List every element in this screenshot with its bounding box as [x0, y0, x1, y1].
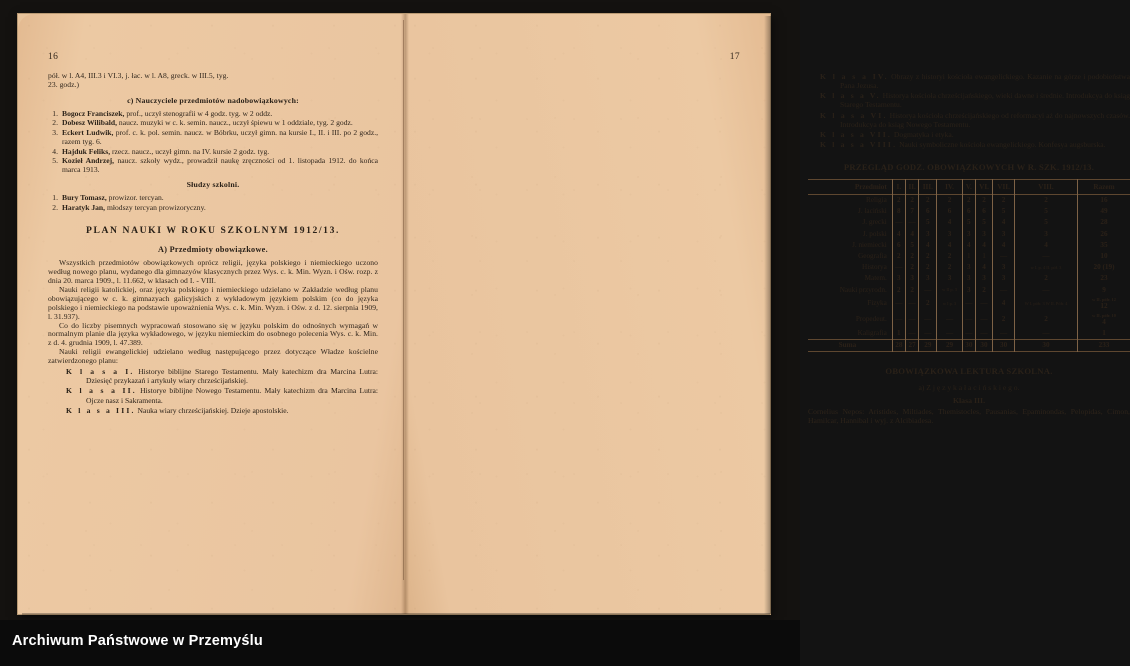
klasa-text: Nauki symboliczne kościoła ewangelickiego. Konfesya augsburska.: [899, 140, 1106, 150]
list-number: 3.: [52, 128, 58, 137]
cell: 8: [892, 206, 905, 217]
cell: 5: [975, 217, 992, 228]
folio-right: 17: [729, 52, 740, 62]
cell-total: 233: [1078, 339, 1130, 351]
open-book: [18, 14, 1130, 614]
cell: —: [892, 217, 905, 228]
cell: —: [892, 311, 905, 327]
cell: 5: [993, 206, 1015, 217]
teacher-detail: prof. c. k. pol. semin. naucz. w Bóbrku, uczył gimn. na kursie I., II. i III. po 2 godz., razem tyg. 6.: [62, 128, 378, 147]
teachers-list: [48, 109, 378, 175]
cell: 4: [993, 217, 1015, 228]
paper-grain-right: [404, 14, 770, 614]
cell-total: 4: [1102, 317, 1106, 326]
cell: —: [962, 311, 975, 327]
table-summary-row: [808, 339, 1130, 351]
cell: —: [1015, 250, 1078, 261]
row-label: J. polski: [808, 228, 892, 239]
cell: 4: [892, 228, 905, 239]
klasa-label: K l a s a VI.: [820, 110, 888, 120]
cell: 3: [962, 284, 975, 295]
cell-total: 35: [1078, 239, 1130, 250]
col-total: Razem: [1078, 179, 1130, 194]
klasa-entry: [66, 406, 378, 415]
cell: —: [1015, 284, 1078, 295]
table-row: [808, 228, 1130, 239]
paragraph-1: Wszystkich przedmiotów obowiązkowych oprócz religii, języka polskiego i niemieckiego uczono według nowego planu, wydanego dla gimnazyów klasycznych przez Wys. c. k. Min. Wyzn. i Ośw. rozp. z dnia 20. marca 1909., l. 11.662, w klasach od I. - VIII.: [48, 258, 378, 285]
list-item: [48, 128, 378, 146]
klasa-label: K l a s a IV.: [820, 72, 889, 81]
cell: 2: [905, 284, 918, 295]
cell: 29: [919, 339, 937, 351]
paragraph-4: Nauki religii ewangelickiej udzielano według następującego przez dotyczące Władze kościelne zatwierdzonego planu:: [48, 347, 378, 366]
cell: 4: [993, 239, 1015, 250]
cell: 2: [1015, 311, 1078, 327]
cell-total: 12: [1100, 301, 1108, 310]
table-header-row: [808, 179, 1130, 194]
cell: 4: [905, 228, 918, 239]
cell: 2: [1015, 194, 1078, 206]
col-6: VI.: [975, 179, 992, 194]
cell: 2: [919, 250, 937, 261]
klasa-text: Historye biblijne Nowego Testamentu. Mały katechizm dra Marcina Lutra: Ojcze nasz i Sakramenta.: [86, 386, 378, 405]
table-row: [808, 284, 1130, 295]
klasa-label: K l a s a VIII.: [820, 140, 898, 150]
row-label: Geografia: [808, 250, 892, 261]
cell: 3: [962, 228, 975, 239]
row-label: Fizyka: [808, 295, 892, 311]
cell: 2: [892, 284, 905, 295]
hours-overview-table: [808, 179, 1130, 352]
klasa-entry: [66, 367, 378, 385]
cell-total: 9: [1078, 284, 1130, 295]
teacher-detail: naucz. szkoły wydz., prowadził naukę zręczności od 1. listopada 1912. do końca marca 1913.: [62, 156, 379, 175]
section-c-heading: c) Nauczyciele przedmiotów nadobowiązkowych:: [127, 95, 299, 105]
reading-text: Cornelius Nepos: Aristides, Miltiades, Themistocles, Pausanias, Epaminondas, Pelopidas, Cimon, Hamilcar, Hannibal i wyj. z Alcibiadesa.: [808, 406, 1130, 425]
paragraph-3: Co do liczby pisemnych wypracowań stosowano się w języku polskim do odnośnych wymagań w normalnym planie dla języka wykładowego, w języku niemieckim do osobnego polecenia Wys. c. k. Min. z d. 4. grudnia 1909, l. 47.389.: [48, 320, 378, 348]
cell: 4: [1015, 239, 1078, 250]
cell: 2: [937, 250, 962, 261]
cell: 3: [993, 273, 1015, 284]
teacher-detail: rzecz. naucz., uczył gimn. na IV. kursie 2 godz. tyg.: [112, 146, 270, 156]
page-edge-shadow: [764, 16, 771, 614]
cell: 2: [975, 194, 992, 206]
teacher-name: Dobesz Wilibald,: [62, 118, 117, 128]
cell: 4: [975, 239, 992, 250]
cell: 3: [919, 273, 937, 284]
cell: 2: [937, 194, 962, 206]
cell: 30: [1015, 339, 1078, 351]
table-title: PRZEGLĄD GODZ. OBOWIĄZKOWYCH W R. SZK. 1912/13.: [843, 161, 1095, 172]
col-5: V.: [962, 179, 975, 194]
cell: 4: [975, 262, 992, 273]
teacher-detail: prof., uczył stenografii w 4 godz. tyg. w 2 oddz.: [126, 108, 273, 118]
folio-left: 16: [48, 52, 59, 62]
cell-total: 16: [1078, 194, 1130, 206]
table-row: [808, 206, 1130, 217]
list-item: [48, 118, 378, 127]
col-2: II.: [905, 179, 918, 194]
left-page-content: [48, 72, 378, 416]
row-label: Propedeut.: [808, 311, 892, 327]
plan-heading: PLAN NAUKI W ROKU SZKOLNYM 1912/13.: [86, 225, 340, 237]
cell: 2: [937, 262, 962, 273]
cell: 3: [892, 273, 905, 284]
cell-total: 28: [1078, 217, 1130, 228]
cell: 6: [937, 206, 962, 217]
cell: 3: [962, 262, 975, 273]
cell: —: [892, 295, 905, 311]
archive-watermark: Archiwum Państwowe w Przemyślu: [12, 633, 263, 649]
servant-detail: prowizor. tercyan.: [108, 193, 164, 203]
cell-note: w I. p. 4 II. pół. 3: [1030, 264, 1062, 270]
row-label: Historya: [808, 262, 892, 273]
cell: 2: [905, 250, 918, 261]
cell: —: [905, 328, 918, 340]
cell: 4: [937, 217, 962, 228]
cell: 4: [919, 239, 937, 250]
klasa-text: Dogmatyka i etyka.: [893, 130, 954, 140]
cell: 2: [975, 284, 992, 295]
cell: 2: [962, 194, 975, 206]
klasa-label: K l a s a II.: [66, 386, 137, 396]
cell: —: [919, 328, 937, 340]
klasa-label: K l a s a III.: [66, 405, 136, 415]
list-number: 1.: [52, 193, 58, 203]
cell: 30: [993, 339, 1015, 351]
cell: —: [975, 295, 992, 311]
list-item: [48, 156, 378, 174]
cell-total: 23: [1078, 273, 1130, 284]
cell: —: [962, 328, 975, 340]
reading-heading: OBOWIĄZKOWA LEKTURA SZKOLNA.: [885, 365, 1053, 376]
col-1: I.: [892, 179, 905, 194]
teacher-name: Kozieł Andrzej,: [62, 156, 115, 166]
table-row: [808, 250, 1130, 261]
servant-name: Haratyk Jan,: [62, 203, 106, 213]
cell: 5: [1015, 217, 1078, 228]
cell: —: [905, 311, 918, 327]
klasa-entry: [820, 91, 1130, 109]
row-label: J. niemiecki: [808, 239, 892, 250]
klasa-entry: [66, 386, 378, 404]
cell: 2: [993, 194, 1015, 206]
cell: 5: [1015, 206, 1078, 217]
list-number: 4.: [52, 146, 58, 156]
cell-note: w I p. 3: [942, 300, 957, 306]
klasa-entry: [820, 140, 1130, 149]
cell: 1: [962, 250, 975, 261]
cell: 2: [892, 250, 905, 261]
cell: 4: [937, 239, 962, 250]
table-row: [808, 217, 1130, 228]
cell: 29: [937, 339, 962, 351]
cell: 5: [905, 239, 918, 250]
row-label: Religia: [808, 194, 892, 206]
cell: 2: [993, 311, 1015, 327]
row-label: Nauki przyrodn.: [808, 284, 892, 295]
cell: 2: [892, 194, 905, 206]
continued-line-2: 23. godz.): [48, 79, 80, 89]
subheading-a: A) Przedmioty obowiązkowe.: [158, 245, 268, 255]
cell: 6: [919, 206, 937, 217]
cell: 3: [1015, 228, 1078, 239]
cell-total: 10: [1078, 250, 1130, 261]
book-spine-line: [403, 20, 404, 580]
cell: —: [975, 328, 992, 340]
watermark-bar: [0, 620, 800, 666]
cell: 5: [919, 217, 937, 228]
continued-line-1: pół. w l. A4, III.3 i VI.3, j. łac. w l. A8, greck. w III.5, tyg.: [48, 71, 229, 80]
table-row: [808, 239, 1130, 250]
col-3: III.: [919, 179, 937, 194]
col-7: VII.: [993, 179, 1015, 194]
cell: 6: [962, 206, 975, 217]
paragraph-2: Nauki religii katolickiej, oraz języka polskiego i niemieckiego udzielano w Zakładzie według planu obowiązującego w c. k. gimnazyach galicyjskich z wykładowym językiem polskim (co do języka polskiego i niemieckiego na podstawie upoważnienia Wys. c. k. Min. Wyzn. i Ośw. z d. 12. sierpnia 1909, l. 31.937).: [48, 284, 378, 321]
cell: 3: [937, 228, 962, 239]
klasa-text: Obrazy z historyi kościoła ewangelickiego. Kazanie na górze i podobieństwa Pana Jezusa.: [840, 72, 1130, 91]
reading-class: Klasa III.: [952, 395, 986, 405]
cell: 7: [905, 206, 918, 217]
table-row: [808, 262, 1130, 273]
page-right: [404, 14, 1130, 614]
teacher-name: Eckert Ludwik,: [62, 128, 114, 137]
cell: 3: [993, 262, 1015, 273]
cell: 1: [975, 250, 992, 261]
cell: —: [993, 284, 1015, 295]
cell: 2: [1015, 273, 1078, 284]
col-subject: Przedmiot: [808, 179, 892, 194]
cell-total: 26: [1078, 228, 1130, 239]
klasa-entry: [820, 72, 1130, 90]
page-bottom-shadow: [22, 613, 770, 619]
summary-label: Suma: [808, 339, 892, 351]
table-row: [808, 311, 1130, 327]
table-body: [808, 194, 1130, 351]
table-row: [808, 273, 1130, 284]
cell: 27: [905, 339, 918, 351]
cell: 28: [892, 339, 905, 351]
cell-total: 20 (19): [1078, 262, 1130, 273]
cell: 3: [975, 273, 992, 284]
list-number: 2.: [52, 118, 58, 128]
servant-detail: młodszy tercyan prowizoryczny.: [106, 203, 206, 213]
cell-total: 49: [1078, 206, 1130, 217]
total-note: w II. półr. 12: [1092, 296, 1116, 302]
reading-subheading: a) Z j ę z y k a ł a c i ń s k i e g o.: [918, 382, 1020, 392]
cell: 3: [993, 228, 1015, 239]
klasa-text: Historya kościoła chrześcijańskiego, wieki dawne i średnie. Introdukcya do ksiąg Starego Testamentu.: [840, 91, 1130, 110]
row-label: Matem.: [808, 273, 892, 284]
cell-note: W I. półr. 3 W II. Półr. 4: [1024, 300, 1068, 306]
cell: 3: [975, 228, 992, 239]
klasa-text: Historya kościoła chrześcijańskiego od reformacyi aż do najnowszych czasów. Introdukcya do ksiąg Nowego Testamentu.: [840, 110, 1130, 129]
cell: —: [905, 295, 918, 311]
klasa-label: K l a s a VII.: [820, 130, 893, 140]
cell: 2: [905, 262, 918, 273]
list-item: [48, 109, 378, 118]
cell: —: [937, 328, 962, 340]
servants-heading: Słudzy szkolni.: [186, 180, 240, 190]
teacher-name: Bogocz Franciszek,: [62, 108, 125, 118]
cell-note: w II p. 3: [942, 287, 957, 293]
row-label: J. grecki: [808, 217, 892, 228]
col-4: IV.: [937, 179, 962, 194]
cell: —: [993, 250, 1015, 261]
row-label: J. łaciński: [808, 206, 892, 217]
klasa-label: K l a s a I.: [66, 367, 135, 377]
row-label: Kaligrafia: [808, 328, 892, 340]
klasa-label: K l a s a V.: [820, 91, 881, 101]
cell: —: [892, 262, 905, 273]
cell: 6: [975, 206, 992, 217]
cell: 2: [919, 194, 937, 206]
list-number: 2.: [52, 203, 58, 213]
klasa-text: Nauka wiary chrześcijańskiej. Dzieje apostolskie.: [137, 405, 289, 415]
klasa-entry: [820, 111, 1130, 129]
list-number: 1.: [52, 108, 58, 118]
cell: —: [1015, 328, 1078, 340]
cell: —: [937, 311, 962, 327]
cell: 3: [905, 273, 918, 284]
teacher-detail: naucz. muzyki w c. k. semin. naucz., uczył śpiewu w 1 oddziale, tyg. 2 godz.: [118, 118, 353, 128]
cell: 5: [962, 217, 975, 228]
total-note: w II. półr. 10: [1092, 312, 1116, 318]
servant-name: Bury Tomasz,: [62, 193, 107, 203]
cell: 3: [962, 273, 975, 284]
servants-list: [48, 193, 378, 212]
cell: 4: [993, 295, 1015, 311]
klasa-text: Historye biblijne Starego Testamentu. Mały katechizm dra Marcina Lutra: Dziesięć przykazań i artykuły wiary chrześcijańskiej.: [86, 367, 378, 386]
cell: 6: [892, 239, 905, 250]
table-row: [808, 328, 1130, 340]
cell: —: [919, 284, 937, 295]
list-item: [48, 203, 378, 212]
cell: 2: [919, 295, 937, 311]
cell: 2: [919, 262, 937, 273]
cell: 4: [962, 239, 975, 250]
right-page-content: [808, 72, 1130, 426]
cell: 3: [937, 273, 962, 284]
teacher-name: Hajduk Feliks,: [62, 146, 111, 156]
cell: 30: [962, 339, 975, 351]
klasa-entry: [820, 130, 1130, 139]
list-number: 5.: [52, 156, 58, 166]
cell: —: [975, 311, 992, 327]
cell: —: [993, 328, 1015, 340]
cell: 2: [905, 194, 918, 206]
table-row: [808, 194, 1130, 206]
cell: 30: [975, 339, 992, 351]
cell: 1: [892, 328, 905, 340]
col-8: VIII.: [1015, 179, 1078, 194]
list-item: [48, 147, 378, 156]
list-item: [48, 193, 378, 202]
cell: —: [919, 311, 937, 327]
table-row: [808, 295, 1130, 311]
page-left: [18, 14, 404, 614]
cell: —: [962, 295, 975, 311]
cell: 3: [919, 228, 937, 239]
cell: —: [905, 217, 918, 228]
cell-total: 1: [1078, 328, 1130, 340]
table-head: [808, 179, 1130, 194]
